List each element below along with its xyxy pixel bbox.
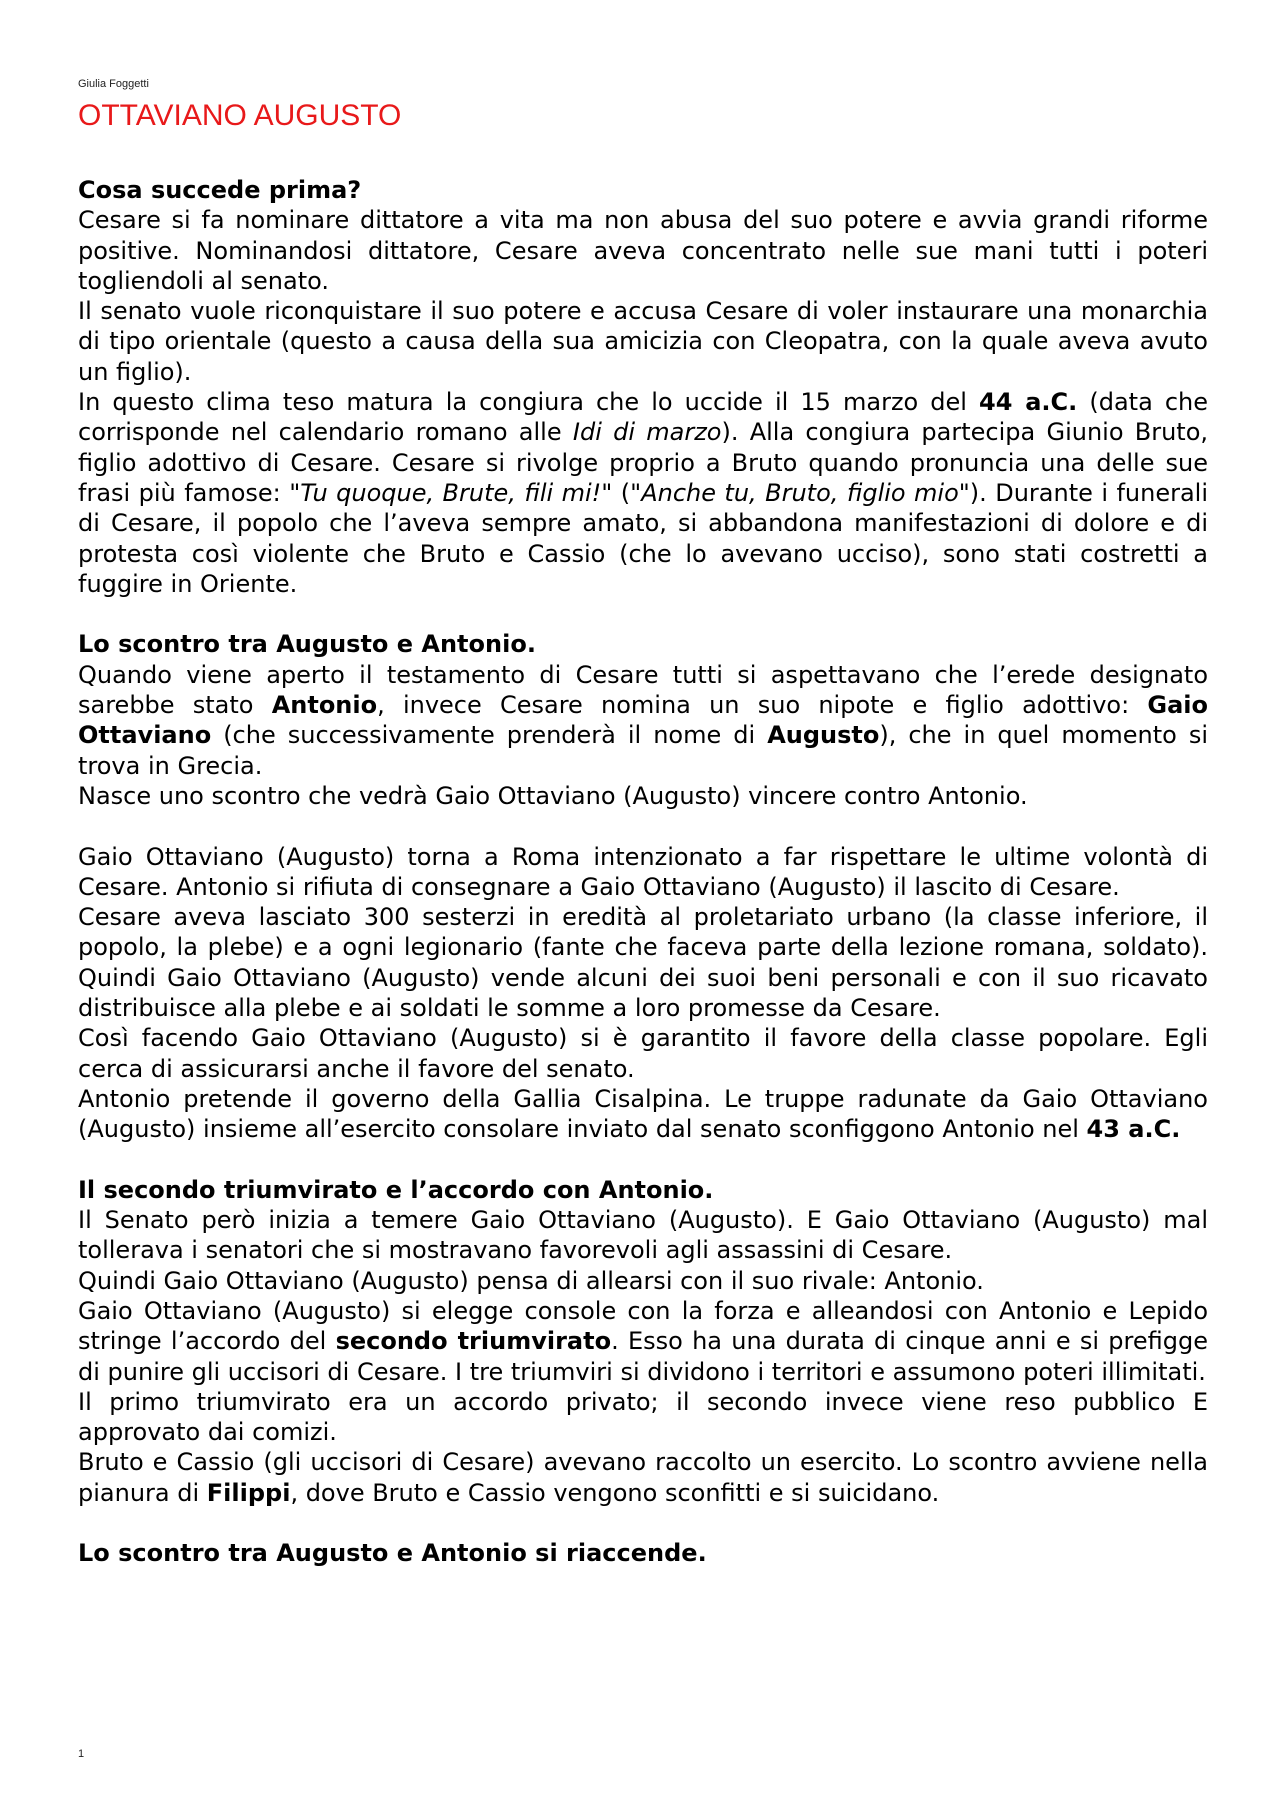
text-run: (data che corrisponde nel calendario romano alle xyxy=(78,388,1209,447)
paragraph: Cesare aveva lasciato 300 sesterzi in eredità al proletariato urbano (la classe inferiore, il popolo, la plebe) e a ogni legionario (fante che faceva parte della lezione romana, soldato). Quindi Gaio Ottaviano (Augusto) vende alcuni dei suoi beni personali e con il suo ricavato distribuisce alla plebe e ai soldati le somme a loro promesse da Cesare. xyxy=(78,903,1208,1023)
section-heading-secondo-triumvirato: Il secondo triumvirato e l’accordo con Antonio. xyxy=(78,1175,714,1204)
section-heading-scontro-si-riaccende: Lo scontro tra Augusto e Antonio si riaccende. xyxy=(78,1539,707,1568)
paragraph: Quindi Gaio Ottaviano (Augusto) pensa di allearsi con il suo rivale: Antonio. xyxy=(78,1266,984,1295)
text-run: Antonio pretende il governo della Gallia Cisalpina. Le truppe radunate da Gaio Ottaviano (Augusto) insieme all’esercito consolare inviato dal senato sconfiggono Antonio nel xyxy=(78,1084,1208,1144)
text-run: , invece Cesare nomina un suo nipote e figlio adottivo: xyxy=(377,691,1148,720)
spacer xyxy=(78,599,1208,629)
bold-name: Antonio xyxy=(271,691,378,720)
bold-name: Gaio Ottaviano xyxy=(78,691,1208,750)
text-run: Quando viene aperto il testamento di Cesare tutti si aspettavano che l’erede designato sarebbe stato xyxy=(78,660,1208,720)
section-heading-scontro-augusto-antonio: Lo scontro tra Augusto e Antonio. xyxy=(78,630,536,659)
document-title: OTTAVIANO AUGUSTO xyxy=(78,99,402,132)
paragraph xyxy=(78,1084,1208,1145)
spacer xyxy=(78,811,1208,841)
text-run: In questo clima teso matura la congiura che lo uccide il 15 marzo del xyxy=(78,388,980,417)
italic-quote: Tu quoque, Brute, fili mi! xyxy=(300,478,602,507)
paragraph: Cesare si fa nominare dittatore a vita ma non abusa del suo potere e avvia grandi riforme positive. Nominandosi dittatore, Cesare aveva concentrato nelle sue mani tutti i poteri togliendoli al senato. xyxy=(78,206,1208,295)
spacer xyxy=(78,1145,1208,1175)
text-run: " (" xyxy=(601,478,642,507)
bold-date: 43 a.C. xyxy=(1086,1115,1181,1144)
paragraph: Così facendo Gaio Ottaviano (Augusto) si è garantito il favore della classe popolare. Egli cerca di assicurarsi anche il favore del senato. xyxy=(78,1024,1208,1083)
bold-date: 44 a.C. xyxy=(979,388,1078,417)
text-run: ), che in quel momento si trova in Grecia. xyxy=(78,721,1209,780)
section-heading-cosa-succede-prima: Cosa succede prima? xyxy=(78,176,362,204)
bold-place: Filippi xyxy=(206,1478,291,1507)
text-run: "). Durante i funerali di Cesare, il popolo che l’aveva sempre amato, si abbandona manifestazioni di dolore e di protesta così violente che Bruto e Cassio (che lo avevano ucciso), sono stati costretti a fuggire in Oriente. xyxy=(78,478,1208,598)
text-run: , dove Bruto e Cassio vengono sconfitti e si suicidano. xyxy=(290,1478,940,1507)
paragraph xyxy=(78,1296,1208,1387)
text-run: Gaio Ottaviano (Augusto) si elegge console con la forza e alleandosi con Antonio e Lepido stringe l’accordo del xyxy=(78,1296,1208,1356)
text-run: (che successivamente prenderà il nome di xyxy=(211,721,768,750)
text-run: Bruto e Cassio (gli uccisori di Cesare) avevano raccolto un esercito. Lo scontro avviene nella pianura di xyxy=(78,1448,1208,1507)
paragraph xyxy=(78,387,1208,599)
paragraph: Nasce uno scontro che vedrà Gaio Ottaviano (Augusto) vincere contro Antonio. xyxy=(78,781,1028,810)
italic-term: Idi di marzo xyxy=(572,418,722,447)
paragraph: Il primo triumvirato era un accordo privato; il secondo invece viene reso pubblico E approvato dai comizi. xyxy=(78,1387,1208,1447)
text-run: . Esso ha una durata di cinque anni e si prefigge di punire gli uccisori di Cesare. I tre triumviri si dividono i territori e assumono poteri illimitati. xyxy=(78,1327,1208,1386)
paragraph xyxy=(78,660,1208,781)
paragraph: Il Senato però inizia a temere Gaio Ottaviano (Augusto). E Gaio Ottaviano (Augusto) mal tollerava i senatori che si mostravano favorevoli agli assassini di Cesare. xyxy=(78,1206,1208,1265)
paragraph: Il senato vuole riconquistare il suo potere e accusa Cesare di voler instaurare una monarchia di tipo orientale (questo a causa della sua amicizia con Cleopatra, con la quale aveva avuto un figlio). xyxy=(78,297,1208,386)
paragraph: Gaio Ottaviano (Augusto) torna a Roma intenzionato a far rispettare le ultime volontà di Cesare. Antonio si rifiuta di consegnare a Gaio Ottaviano (Augusto) il lascito di Cesare. xyxy=(78,842,1208,901)
bold-name: Augusto xyxy=(767,721,880,750)
page-number: 1 xyxy=(78,1748,85,1760)
italic-quote: Anche tu, Bruto, figlio mio xyxy=(641,478,959,507)
text-run: ). Alla congiura partecipa Giunio Bruto, figlio adottivo di Cesare. Cesare si rivolge proprio a Bruto quando pronuncia una delle sue frasi più famose: " xyxy=(78,418,1209,507)
bold-term: secondo triumvirato xyxy=(335,1327,612,1356)
document-body xyxy=(78,175,1208,1569)
author-name: Giulia Foggetti xyxy=(78,78,149,90)
paragraph xyxy=(78,1447,1208,1508)
spacer xyxy=(78,1508,1208,1538)
